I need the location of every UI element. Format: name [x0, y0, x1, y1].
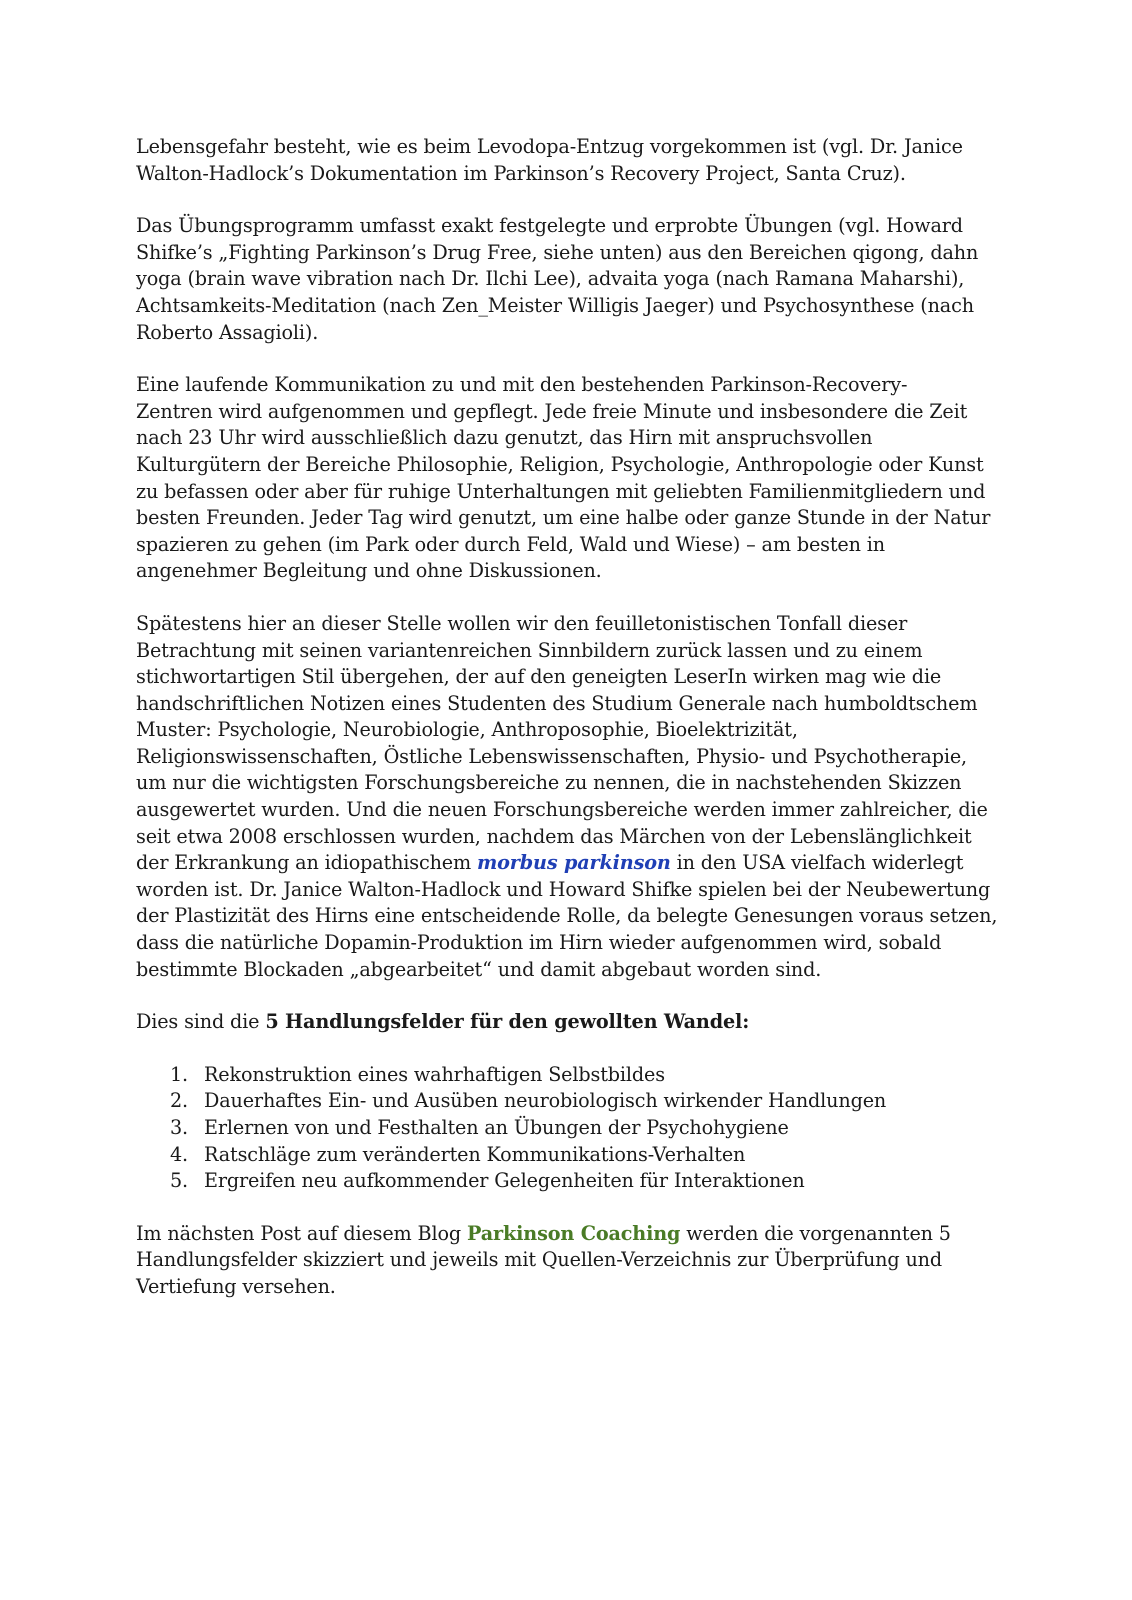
list-item — [136, 1115, 1006, 1142]
text-line: ausgewertet wurden. Und die neuen Forschungsbereiche werden immer zahlreicher, die — [136, 798, 988, 822]
list-number: 3. — [170, 1116, 189, 1139]
text-line: zu befassen oder aber für ruhige Unterhaltungen mit geliebten Familienmitgliedern und — [136, 479, 986, 503]
text-line: seit etwa 2008 erschlossen wurden, nachdem das Märchen von der Lebenslänglichkeit — [136, 824, 972, 848]
intro-prefix: Dies sind die — [136, 1010, 266, 1034]
text-line: Spätestens hier an dieser Stelle wollen wir den feuilletonistischen Tonfall dieser — [136, 611, 908, 635]
list-item-text: Rekonstruktion eines wahrhaftigen Selbstbildes — [204, 1062, 665, 1086]
list-number: 4. — [170, 1142, 189, 1166]
paragraph-research-areas — [136, 611, 1006, 983]
list-item-text: Ratschläge zum veränderten Kommunikations-Verhalten — [204, 1142, 746, 1166]
text-line: Betrachtung mit seinen variantenreichen Sinnbildern zurück lassen und zu einem — [136, 638, 923, 662]
list-number: 5. — [170, 1169, 189, 1193]
fields-intro — [136, 1009, 1006, 1036]
paragraph-closing — [136, 1221, 1006, 1301]
text-line-with-link — [136, 850, 1006, 877]
text-line: um nur die wichtigsten Forschungsbereiche zu nennen, die in nachstehenden Skizzen — [136, 771, 962, 795]
document-page — [136, 134, 1006, 1327]
text-fragment: in den USA vielfach widerlegt — [670, 851, 964, 875]
text-line: yoga (brain wave vibration nach Dr. Ilchi Lee), advaita yoga (nach Ramana Maharshi), — [136, 267, 965, 291]
list-item-text: Dauerhaftes Ein- und Ausüben neurobiologisch wirkender Handlungen — [204, 1089, 887, 1113]
action-fields-list — [136, 1062, 1006, 1195]
text-line: der Plastizität des Hirns eine entscheidende Rolle, da belegte Genesungen voraus setzen, — [136, 904, 998, 928]
text-fragment: der Erkrankung an idiopathischem — [136, 851, 477, 875]
parkinson-coaching-link[interactable]: Parkinson Coaching — [466, 1221, 681, 1245]
text-line: Handlungsfelder skizziert und jeweils mit Quellen-Verzeichnis zur Überprüfung und — [136, 1248, 942, 1272]
list-number: 2. — [170, 1089, 189, 1113]
text-line: Zentren wird aufgenommen und gepflegt. Jede freie Minute und insbesondere die Zeit — [136, 399, 968, 423]
text-line: Kulturgütern der Bereiche Philosophie, Religion, Psychologie, Anthropologie oder Kunst — [136, 452, 984, 476]
text-line: bestimmte Blockaden „abgearbeitet“ und damit abgebaut worden sind. — [136, 957, 822, 981]
intro-bold-heading: 5 Handlungsfelder für den gewollten Wandel: — [265, 1010, 750, 1034]
text-line: Lebensgefahr besteht, wie es beim Levodopa-Entzug vorgekommen ist (vgl. Dr. Janice — [136, 135, 963, 158]
text-line: nach 23 Uhr wird ausschließlich dazu genutzt, das Hirn mit anspruchsvollen — [136, 426, 873, 450]
paragraph-exercise-program — [136, 213, 1006, 346]
text-line: Roberto Assagioli). — [136, 320, 319, 344]
text-line: Religionswissenschaften, Östliche Lebenswissenschaften, Physio- und Psychotherapie, — [136, 744, 967, 768]
text-line: spazieren zu gehen (im Park oder durch Feld, Wald und Wiese) – am besten in — [136, 532, 885, 556]
paragraph-communication — [136, 372, 1006, 585]
text-line: Vertiefung versehen. — [136, 1274, 336, 1298]
text-line: besten Freunden. Jeder Tag wird genutzt, um eine halbe oder ganze Stunde in der Natur — [136, 506, 991, 530]
text-fragment: werden die vorgenannten 5 — [680, 1221, 951, 1245]
list-item — [136, 1062, 1006, 1089]
list-item — [136, 1168, 1006, 1195]
morbus-parkinson-link[interactable]: morbus parkinson — [477, 851, 671, 875]
list-item-text: Ergreifen neu aufkommender Gelegenheiten für Interaktionen — [204, 1169, 805, 1193]
text-line: Walton-Hadlock’s Dokumentation im Parkinson’s Recovery Project, Santa Cruz). — [136, 161, 906, 185]
text-line: angenehmer Begleitung und ohne Diskussionen. — [136, 559, 602, 583]
list-item — [136, 1142, 1006, 1169]
text-line: dass die natürliche Dopamin-Produktion im Hirn wieder aufgenommen wird, sobald — [136, 931, 942, 955]
list-item-text: Erlernen von und Festhalten an Übungen der Psychohygiene — [204, 1116, 789, 1139]
text-line — [136, 1009, 1006, 1036]
text-line: worden ist. Dr. Janice Walton-Hadlock und Howard Shifke spielen bei der Neubewertung — [136, 877, 991, 901]
text-line: stichwortartigen Stil übergehen, der auf den geneigten LeserIn wirken mag wie die — [136, 665, 942, 689]
text-line: Das Übungsprogramm umfasst exakt festgelegte und erprobte Übungen (vgl. Howard — [136, 214, 963, 238]
text-line: handschriftlichen Notizen eines Studenten des Studium Generale nach humboldtschem — [136, 691, 978, 715]
text-line: Eine laufende Kommunikation zu und mit den bestehenden Parkinson-Recovery- — [136, 373, 908, 397]
list-number: 1. — [170, 1062, 189, 1086]
text-fragment: Im nächsten Post auf diesem Blog — [136, 1221, 467, 1245]
text-line: Muster: Psychologie, Neurobiologie, Anthroposophie, Bioelektrizität, — [136, 718, 798, 742]
text-line-with-link — [136, 1221, 1006, 1248]
text-line: Shifke’s „Fighting Parkinson’s Drug Free, siehe unten) aus den Bereichen qigong, dahn — [136, 240, 979, 264]
paragraph-levodopa — [136, 134, 1006, 187]
text-line: Achtsamkeits-Meditation (nach Zen_Meister Willigis Jaeger) und Psychosynthese (nach — [136, 293, 974, 317]
list-item — [136, 1088, 1006, 1115]
